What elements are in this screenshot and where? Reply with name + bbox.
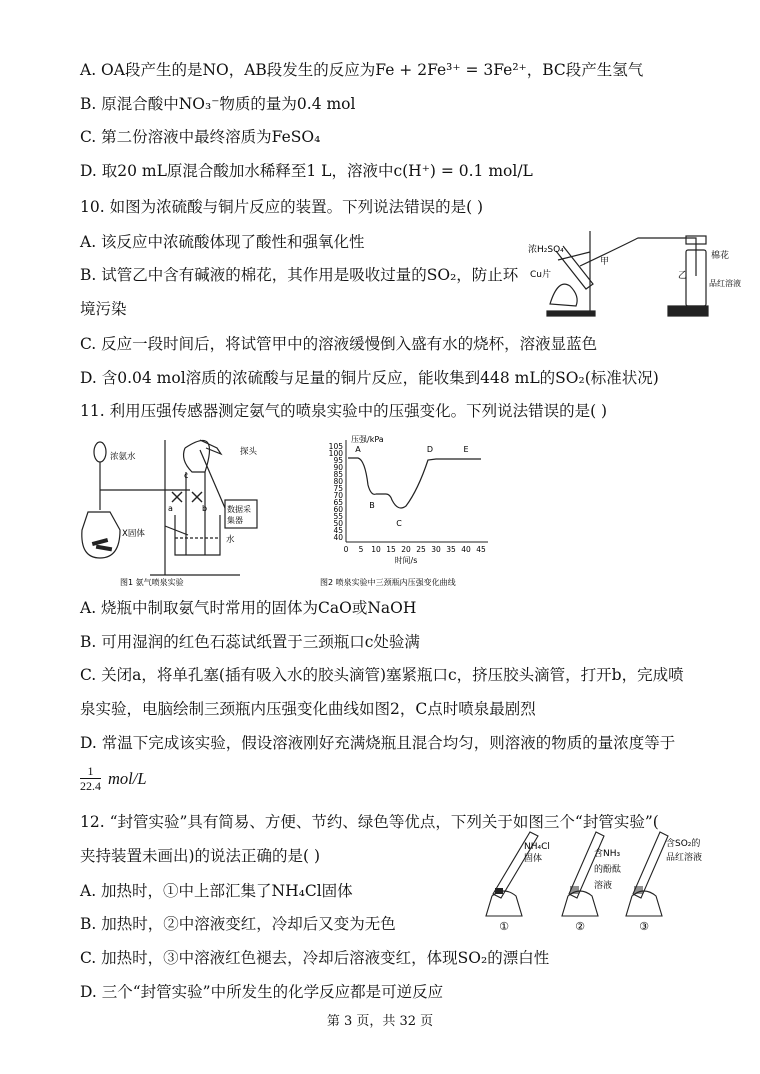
tube1-label-a: NH₄Cl — [524, 842, 550, 852]
q11-stem: 11. 利用压强传感器测定氨气的喷泉实验中的压强变化。下列说法错误的是( ) — [80, 402, 608, 420]
fig-label-solution: 品红溶液 — [709, 279, 741, 288]
pressure-curve — [348, 458, 481, 508]
copper-sulfuric-acid-apparatus — [528, 226, 741, 321]
y-tick: 75 — [333, 484, 343, 493]
fraction-unit: mol/L — [108, 769, 147, 788]
point-c: C — [396, 519, 402, 528]
fig1-label-probe: 探头 — [240, 447, 258, 457]
y-tick: 95 — [333, 456, 343, 465]
point-d: D — [426, 445, 434, 454]
q11-option-d: D. 常温下完成该实验，假设溶液刚好充满烧瓶且混合均匀，则溶液的物质的量浓度等于 — [80, 734, 676, 752]
tube2-label-a: 含NH₃ — [594, 849, 621, 859]
page-footer: 第 3 页，共 32 页 — [326, 1014, 434, 1029]
y-tick: 100 — [328, 449, 343, 458]
q10-option-a: A. 该反应中浓硫酸体现了酸性和强氧化性 — [80, 233, 365, 251]
y-tick: 90 — [333, 463, 343, 472]
fig1-label-b: b — [202, 504, 208, 513]
fig-label-acid: 浓H₂SO₄ — [528, 245, 564, 255]
y-tick: 105 — [328, 442, 343, 451]
x-tick: 0 — [343, 545, 349, 554]
tube3-number: ③ — [639, 920, 649, 933]
x-axis-label: 时间/s — [394, 556, 418, 565]
q11-option-c-cont: 泉实验，电脑绘制三颈瓶内压强变化曲线如图2，C点时喷泉最剧烈 — [80, 700, 536, 718]
x-tick: 40 — [461, 545, 471, 554]
x-tick: 30 — [431, 545, 441, 554]
x-tick: 25 — [416, 545, 426, 554]
x-tick: 5 — [358, 545, 364, 554]
q10-stem: 10. 如图为浓硫酸与铜片反应的装置。下列说法错误的是( ) — [80, 198, 484, 216]
fraction — [80, 764, 101, 793]
y-tick: 85 — [333, 470, 343, 479]
q9-option-a: A. OA段产生的是NO，AB段发生的反应为Fe + 2Fe³⁺ = 3Fe²⁺，BC段产生氢气 — [80, 61, 644, 79]
fraction-numerator: 1 — [80, 764, 101, 779]
fig1-label-collector-1: 数据采 — [227, 505, 251, 514]
x-tick: 35 — [446, 545, 456, 554]
tube1-label-b: 固体 — [524, 854, 543, 864]
fig1-label-a: a — [168, 504, 173, 513]
fig1-label-ammonia-water: 浓氨水 — [110, 452, 136, 462]
tube1-number: ① — [499, 920, 509, 933]
tube2-number: ② — [575, 920, 585, 933]
tube3-label-b: 品红溶液 — [666, 853, 703, 863]
q12-option-c: C. 加热时，③中溶液红色褪去，冷却后溶液变红，体现SO₂的漂白性 — [80, 949, 550, 967]
q9-option-b: B. 原混合酸中NO₃⁻物质的量为0.4 mol — [80, 95, 356, 113]
x-tick: 15 — [386, 545, 396, 554]
y-tick: 60 — [333, 505, 343, 514]
fig-label-jia: 甲 — [600, 257, 610, 267]
q12-option-b: B. 加热时，②中溶液变红，冷却后又变为无色 — [80, 915, 396, 933]
point-e: E — [463, 445, 469, 454]
x-tick: 10 — [371, 545, 381, 554]
sealed-tube-experiments — [478, 828, 728, 936]
y-tick: 80 — [333, 477, 343, 486]
fig1-label-solid: X固体 — [122, 529, 145, 539]
q10-option-d: D. 含0.04 mol溶质的浓硫酸与足量的铜片反应，能收集到448 mL的SO₂(标准状况) — [80, 369, 659, 387]
tube2-label-b: 的酚酞 — [594, 865, 622, 875]
q10-option-b: B. 试管乙中含有碱液的棉花，其作用是吸收过量的SO₂，防止环 — [80, 266, 519, 284]
q12-option-a: A. 加热时，①中上部汇集了NH₄Cl固体 — [80, 882, 353, 900]
fig-label-cu: Cu片 — [530, 270, 551, 280]
fig1-label-water: 水 — [226, 535, 235, 545]
pressure-curve-chart — [318, 430, 533, 592]
q11-option-c: C. 关闭a，将单孔塞(插有吸入水的胶头滴管)塞紧瓶口c，挤压胶头滴管，打开b，完成喷 — [80, 666, 684, 684]
fig1-label-collector-2: 集器 — [227, 516, 243, 525]
fig2-caption: 图2 喷泉实验中三颈瓶内压强变化曲线 — [320, 578, 456, 587]
tube3-label-a: 含SO₂的 — [666, 839, 701, 849]
q12-stem: 12. “封管实验”具有简易、方便、节约、绿色等优点，下列关于如图三个“封管实验”( — [80, 813, 659, 831]
y-tick: 50 — [333, 519, 343, 528]
q12-option-d: D. 三个“封管实验”中所发生的化学反应都是可逆反应 — [80, 983, 444, 1001]
point-b: B — [369, 501, 375, 510]
y-tick: 55 — [333, 512, 343, 521]
fraction-denominator: 22.4 — [80, 779, 101, 793]
point-a: A — [355, 445, 361, 454]
x-tick: 20 — [401, 545, 411, 554]
y-tick: 40 — [333, 533, 343, 542]
q9-option-d: D. 取20 mL原混合酸加水稀释至1 L，溶液中c(H⁺) = 0.1 mol/L — [80, 162, 533, 180]
fig-label-yi: 乙 — [678, 271, 688, 281]
ammonia-fountain-apparatus — [80, 430, 295, 592]
fig1-label-c: c — [184, 471, 189, 480]
y-tick: 45 — [333, 526, 343, 535]
fig1-caption: 图1 氨气喷泉实验 — [120, 578, 184, 587]
q11-option-b: B. 可用湿润的红色石蕊试纸置于三颈瓶口c处验满 — [80, 633, 420, 651]
x-tick: 45 — [476, 545, 486, 554]
q9-option-c: C. 第二份溶液中最终溶质为FeSO₄ — [80, 128, 321, 146]
y-tick: 65 — [333, 498, 343, 507]
q10-option-b-cont: 境污染 — [80, 300, 127, 318]
fig-label-cotton: 棉花 — [711, 251, 730, 261]
q10-option-c: C. 反应一段时间后，将试管甲中的溶液缓慢倒入盛有水的烧杯，溶液显蓝色 — [80, 335, 598, 353]
y-axis-label: 压强/kPa — [351, 435, 384, 444]
q11-option-a: A. 烧瓶中制取氨气时常用的固体为CaO或NaOH — [80, 599, 417, 617]
q12-stem-cont: 夹持装置未画出)的说法正确的是( ) — [80, 847, 321, 865]
y-tick: 70 — [333, 491, 343, 500]
tube2-label-c: 溶液 — [594, 881, 613, 891]
